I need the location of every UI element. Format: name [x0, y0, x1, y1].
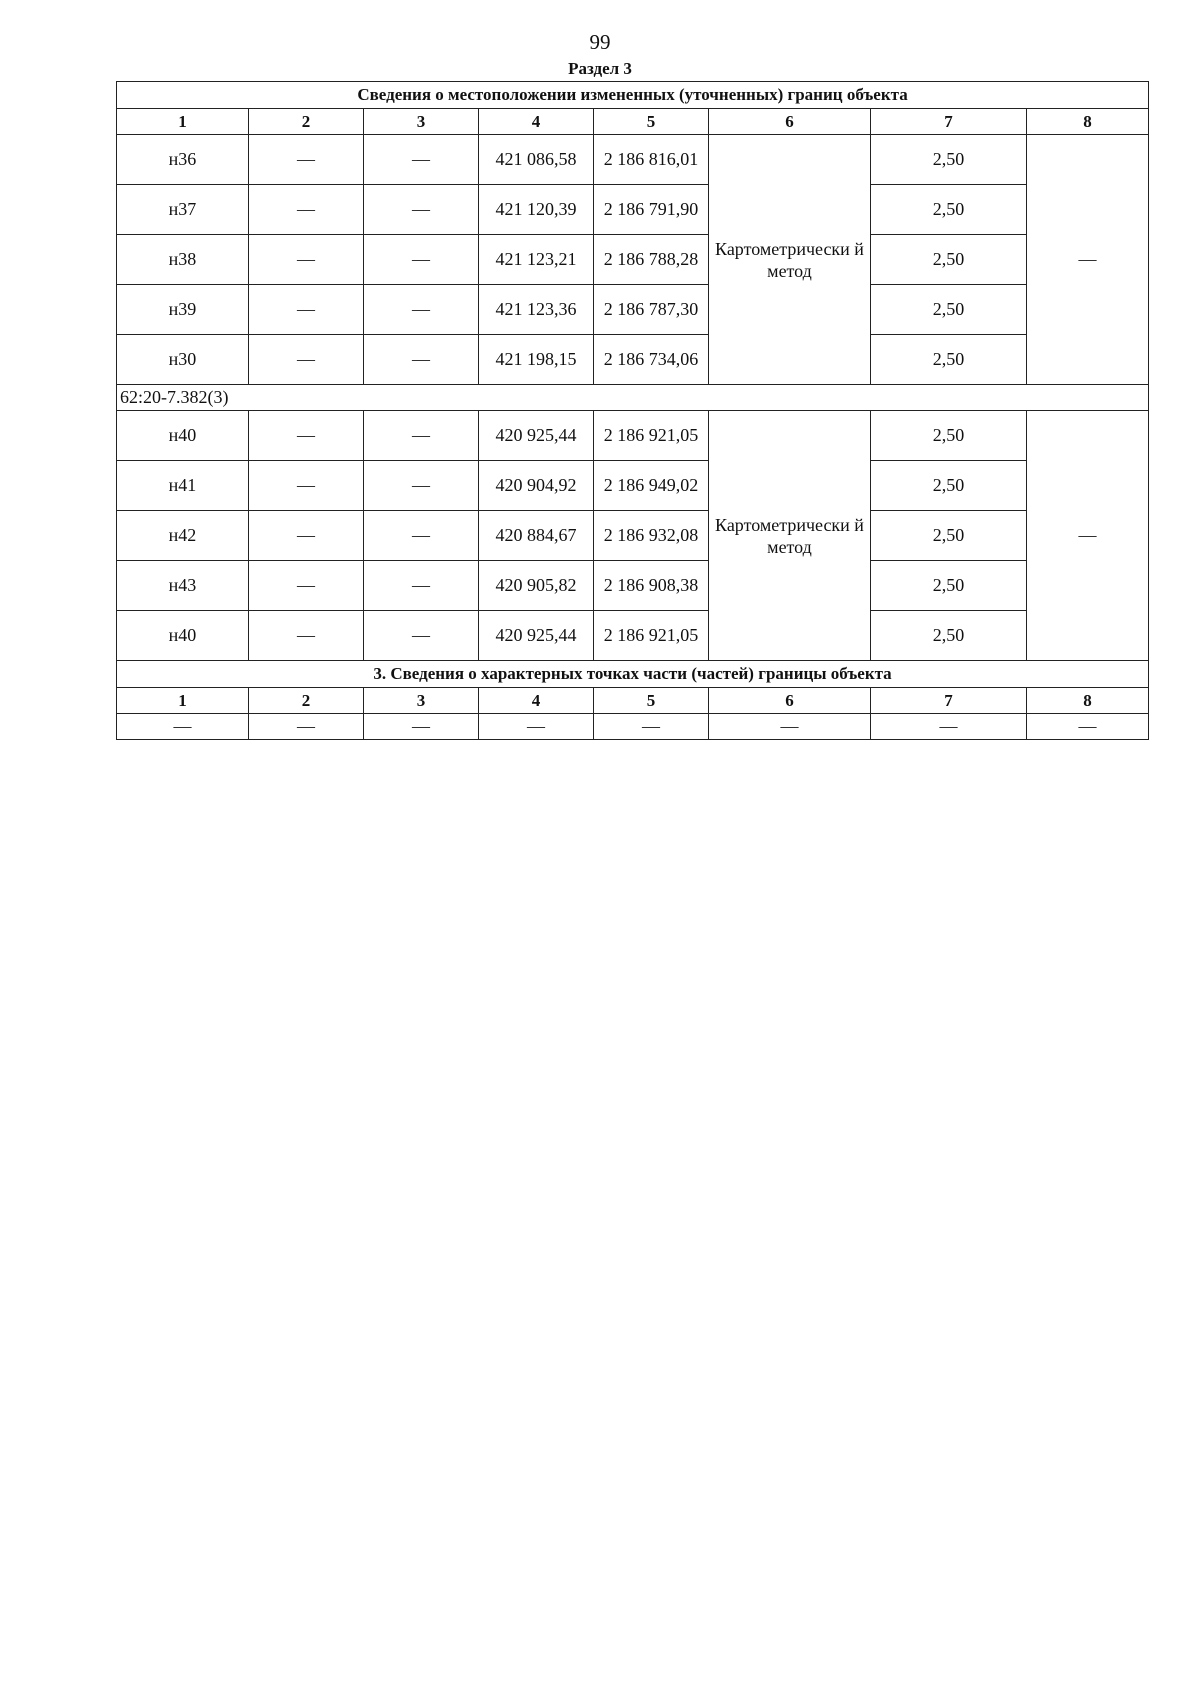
accuracy-value: 2,50 — [871, 411, 1027, 461]
page-number: 99 — [589, 30, 611, 54]
col3-value: — — [364, 185, 479, 235]
column-number: 4 — [479, 109, 594, 135]
col8-value: — — [1027, 135, 1149, 385]
table-caption-row — [117, 82, 1149, 109]
column-number: 8 — [1027, 688, 1149, 714]
table-row — [117, 411, 1149, 461]
parcel-label: 62:20-7.382(3) — [117, 385, 1149, 411]
empty-cell: — — [1027, 714, 1149, 740]
subsection-caption-row — [117, 661, 1149, 688]
col2-value: — — [249, 461, 364, 511]
column-number-row — [117, 109, 1149, 135]
col3-value: — — [364, 561, 479, 611]
accuracy-value: 2,50 — [871, 235, 1027, 285]
column-number: 3 — [364, 688, 479, 714]
table-row — [117, 511, 1149, 561]
column-number: 4 — [479, 688, 594, 714]
y-coordinate: 2 186 788,28 — [594, 235, 709, 285]
table-row — [117, 561, 1149, 611]
col2-value: — — [249, 611, 364, 661]
column-number: 3 — [364, 109, 479, 135]
empty-cell: — — [249, 714, 364, 740]
empty-cell: — — [709, 714, 871, 740]
point-name: н39 — [117, 285, 249, 335]
table-row — [117, 185, 1149, 235]
section-title: Раздел 3 — [568, 59, 632, 78]
x-coordinate: 420 925,44 — [479, 411, 594, 461]
x-coordinate: 420 904,92 — [479, 461, 594, 511]
col3-value: — — [364, 461, 479, 511]
x-coordinate: 421 123,21 — [479, 235, 594, 285]
point-name: н40 — [117, 611, 249, 661]
table-row — [117, 611, 1149, 661]
y-coordinate: 2 186 734,06 — [594, 335, 709, 385]
y-coordinate: 2 186 949,02 — [594, 461, 709, 511]
col3-value: — — [364, 235, 479, 285]
column-number: 2 — [249, 109, 364, 135]
empty-cell: — — [594, 714, 709, 740]
empty-cell: — — [117, 714, 249, 740]
point-name: н30 — [117, 335, 249, 385]
empty-cell: — — [871, 714, 1027, 740]
y-coordinate: 2 186 816,01 — [594, 135, 709, 185]
accuracy-value: 2,50 — [871, 611, 1027, 661]
accuracy-value: 2,50 — [871, 461, 1027, 511]
accuracy-value: 2,50 — [871, 335, 1027, 385]
column-number-row — [117, 688, 1149, 714]
col8-value: — — [1027, 411, 1149, 661]
y-coordinate: 2 186 932,08 — [594, 511, 709, 561]
col2-value: — — [249, 185, 364, 235]
table-row — [117, 461, 1149, 511]
col2-value: — — [249, 135, 364, 185]
point-name: н42 — [117, 511, 249, 561]
y-coordinate: 2 186 921,05 — [594, 611, 709, 661]
col3-value: — — [364, 135, 479, 185]
col2-value: — — [249, 561, 364, 611]
accuracy-value: 2,50 — [871, 511, 1027, 561]
empty-cell: — — [479, 714, 594, 740]
x-coordinate: 421 120,39 — [479, 185, 594, 235]
table-row — [117, 285, 1149, 335]
accuracy-value: 2,50 — [871, 561, 1027, 611]
x-coordinate: 420 905,82 — [479, 561, 594, 611]
column-number: 8 — [1027, 109, 1149, 135]
accuracy-value: 2,50 — [871, 185, 1027, 235]
col2-value: — — [249, 411, 364, 461]
column-number: 2 — [249, 688, 364, 714]
col2-value: — — [249, 235, 364, 285]
x-coordinate: 421 198,15 — [479, 335, 594, 385]
col3-value: — — [364, 411, 479, 461]
table-row — [117, 235, 1149, 285]
y-coordinate: 2 186 921,05 — [594, 411, 709, 461]
subsection-title: 3. Сведения о характерных точках части (частей) границы объекта — [117, 661, 1149, 688]
y-coordinate: 2 186 908,38 — [594, 561, 709, 611]
column-number: 7 — [871, 109, 1027, 135]
x-coordinate: 420 884,67 — [479, 511, 594, 561]
accuracy-value: 2,50 — [871, 285, 1027, 335]
empty-row — [117, 714, 1149, 740]
method-cell: Картометрически й метод — [709, 135, 871, 385]
accuracy-value: 2,50 — [871, 135, 1027, 185]
col3-value: — — [364, 511, 479, 561]
empty-cell: — — [364, 714, 479, 740]
table-caption: Сведения о местоположении измененных (уточненных) границ объекта — [117, 82, 1149, 109]
column-number: 1 — [117, 109, 249, 135]
y-coordinate: 2 186 787,30 — [594, 285, 709, 335]
column-number: 5 — [594, 688, 709, 714]
col3-value: — — [364, 285, 479, 335]
table-row — [117, 335, 1149, 385]
col2-value: — — [249, 285, 364, 335]
col2-value: — — [249, 511, 364, 561]
col3-value: — — [364, 335, 479, 385]
x-coordinate: 420 925,44 — [479, 611, 594, 661]
table-row — [117, 135, 1149, 185]
column-number: 7 — [871, 688, 1027, 714]
point-name: н38 — [117, 235, 249, 285]
col3-value: — — [364, 611, 479, 661]
point-name: н36 — [117, 135, 249, 185]
method-cell: Картометрически й метод — [709, 411, 871, 661]
point-name: н41 — [117, 461, 249, 511]
column-number: 5 — [594, 109, 709, 135]
boundary-table — [116, 81, 1149, 740]
x-coordinate: 421 123,36 — [479, 285, 594, 335]
parcel-row — [117, 385, 1149, 411]
point-name: н43 — [117, 561, 249, 611]
column-number: 6 — [709, 688, 871, 714]
point-name: н37 — [117, 185, 249, 235]
column-number: 6 — [709, 109, 871, 135]
col2-value: — — [249, 335, 364, 385]
y-coordinate: 2 186 791,90 — [594, 185, 709, 235]
point-name: н40 — [117, 411, 249, 461]
x-coordinate: 421 086,58 — [479, 135, 594, 185]
column-number: 1 — [117, 688, 249, 714]
